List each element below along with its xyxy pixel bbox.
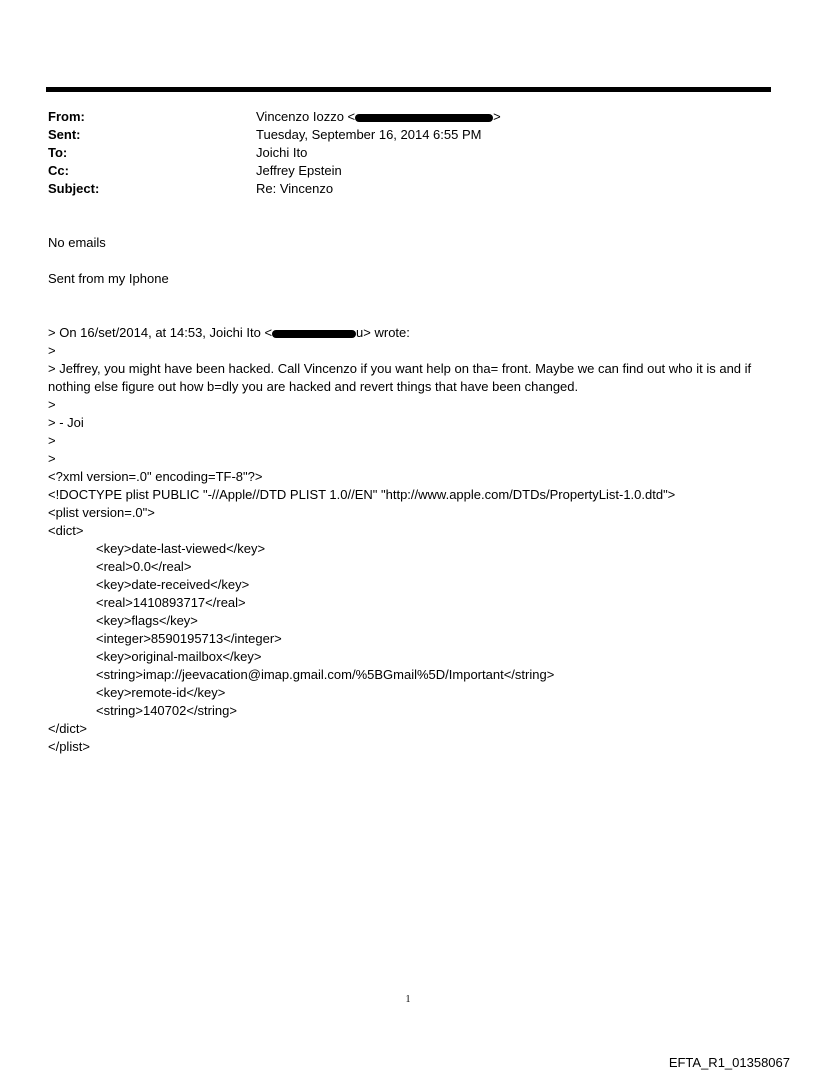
- page-number: 1: [405, 994, 411, 1005]
- xml-line: <string>140702</string>: [96, 703, 237, 718]
- body-line: Sent from my Iphone: [48, 271, 169, 286]
- quote-header: [48, 324, 773, 342]
- xml-line: <key>date-last-viewed</key>: [96, 541, 266, 556]
- quote-line: >: [48, 397, 56, 412]
- cc-value: Jeffrey Epstein: [256, 163, 342, 178]
- xml-line: <key>flags</key>: [96, 613, 198, 628]
- xml-line: <!DOCTYPE plist PUBLIC "-//Apple//DTD PLIST 1.0//EN" "http://www.apple.com/DTDs/PropertyList-1.0.dtd">: [48, 487, 676, 502]
- xml-line: <key>original-mailbox</key>: [96, 649, 262, 664]
- redaction-mark: [272, 330, 356, 338]
- cc-row: [48, 162, 501, 180]
- from-label: From:: [48, 109, 85, 124]
- body-line: No emails: [48, 235, 106, 250]
- quote-line: >: [48, 433, 56, 448]
- sent-label: Sent:: [48, 127, 81, 142]
- xml-line: <key>date-received</key>: [96, 577, 250, 592]
- quote-line: >: [48, 343, 56, 358]
- xml-line: <real>0.0</real>: [96, 559, 192, 574]
- from-value: [256, 108, 501, 126]
- quote-line: > Jeffrey, you might have been hacked. Call Vincenzo if you want help on tha= front. Maybe we can find out who it is and if nothing else figure out how b=dly you are hacked and revert things that have been changed.: [48, 361, 755, 394]
- quote-header-pre: > On 16/set/2014, at 14:53, Joichi Ito <: [48, 325, 273, 340]
- subject-label: Subject:: [48, 181, 100, 196]
- from-name: Vincenzo Iozzo <: [256, 109, 356, 124]
- quote-line: > - Joi: [48, 415, 84, 430]
- from-close: >: [493, 109, 501, 124]
- xml-line: <?xml version=.0" encoding=TF-8"?>: [48, 469, 263, 484]
- xml-line: <dict>: [48, 523, 84, 538]
- to-label: To:: [48, 145, 68, 160]
- header-rule: [46, 87, 771, 92]
- document-id: EFTA_R1_01358067: [668, 1055, 790, 1070]
- quote-line: >: [48, 451, 56, 466]
- sent-row: [48, 126, 501, 144]
- quote-header-post: u> wrote:: [356, 325, 410, 340]
- redaction-mark: [355, 114, 493, 122]
- cc-label: Cc:: [48, 163, 69, 178]
- xml-line: <integer>8590195713</integer>: [96, 631, 282, 646]
- xml-line: <key>remote-id</key>: [96, 685, 226, 700]
- subject-value: Re: Vincenzo: [256, 181, 334, 196]
- xml-line: <real>1410893717</real>: [96, 595, 246, 610]
- xml-line: <string>imap://jeevacation@imap.gmail.com/%5BGmail%5D/Important</string>: [96, 667, 555, 682]
- email-body: [48, 234, 773, 756]
- xml-line: <plist version=.0">: [48, 505, 155, 520]
- sent-value: Tuesday, September 16, 2014 6:55 PM: [256, 127, 482, 142]
- to-value: Joichi Ito: [256, 145, 308, 160]
- subject-row: [48, 180, 501, 198]
- from-row: [48, 108, 501, 126]
- email-header: [48, 108, 501, 198]
- to-row: [48, 144, 501, 162]
- xml-line: </dict>: [48, 721, 88, 736]
- xml-line: </plist>: [48, 739, 90, 754]
